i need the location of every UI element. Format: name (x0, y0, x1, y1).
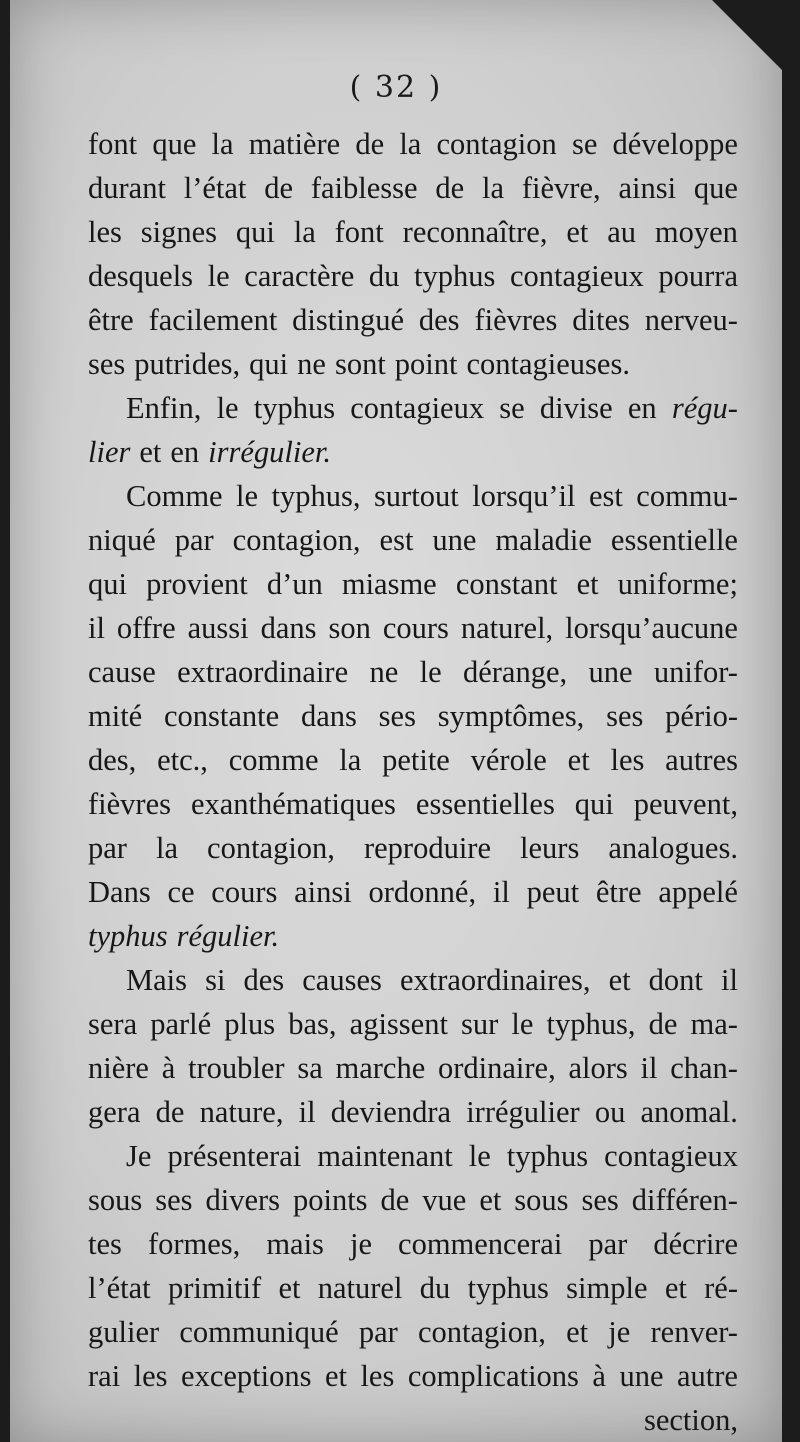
word: pourra (658, 259, 738, 293)
word: une (432, 523, 477, 557)
word: tes (88, 1227, 122, 1261)
word: petite (382, 743, 450, 777)
word: la (482, 171, 505, 205)
word: et (664, 1271, 687, 1305)
word: Dans (88, 875, 151, 909)
word: reproduire (363, 831, 491, 865)
word: niqué (88, 523, 156, 557)
word: irrégulier. (208, 435, 332, 469)
text-line (88, 782, 738, 826)
word: mais (266, 1227, 324, 1261)
word: vue (422, 1183, 467, 1217)
word: des (418, 303, 460, 337)
text-line (88, 1398, 738, 1442)
word: autres (665, 743, 738, 777)
word: font (334, 215, 384, 249)
word: de (155, 1095, 185, 1129)
word: extraordinaires, (399, 963, 591, 997)
word: du (419, 1271, 451, 1305)
word: du (368, 259, 400, 293)
word: contagion, (417, 1315, 546, 1349)
word: provient (146, 567, 248, 601)
word: contagieux (604, 1139, 738, 1173)
word: qui (574, 787, 614, 821)
word: la (211, 127, 234, 161)
word: typhus (253, 391, 336, 425)
word: essentielles (415, 787, 555, 821)
text-line (88, 166, 738, 210)
word: contagion, (207, 831, 335, 865)
text-line (88, 386, 738, 430)
word: dites (572, 303, 630, 337)
page-corner-fold (712, 0, 782, 70)
word: nerveu- (644, 303, 738, 337)
word: divise (539, 391, 613, 425)
word: lier (88, 435, 131, 469)
word: développe (612, 127, 738, 161)
word: sur (461, 1007, 499, 1041)
word: pério- (665, 699, 738, 733)
body-text (88, 122, 738, 1442)
word: formes, (147, 1227, 241, 1261)
word: est (588, 479, 623, 513)
word: maladie (495, 523, 592, 557)
word: dans (300, 699, 357, 733)
word: complications (407, 1359, 579, 1393)
word: une (588, 655, 633, 689)
word: gera (88, 1095, 141, 1129)
word: contagieuses. (466, 347, 630, 381)
word: je (349, 1227, 372, 1261)
word: décrire (653, 1227, 738, 1261)
word: en (170, 435, 200, 469)
word: dont (648, 963, 703, 997)
word: nière (88, 1051, 149, 1085)
text-line (88, 1354, 738, 1398)
word: une (619, 1359, 664, 1393)
word: font (88, 127, 138, 161)
word: constant (455, 567, 558, 601)
text-line (88, 254, 738, 298)
word: l’état (183, 171, 247, 205)
text-line (88, 958, 738, 1002)
text-line (88, 430, 738, 474)
word: caractère (244, 259, 355, 293)
word: si (205, 963, 226, 997)
word: ses (378, 699, 416, 733)
word: sera (88, 1007, 138, 1041)
word: ses (581, 1183, 619, 1217)
word: son (328, 611, 371, 645)
word: est (379, 523, 414, 557)
word: offre (116, 611, 176, 645)
book-page (10, 0, 782, 1442)
page-number: ( 32 ) (349, 70, 443, 105)
word: miasme (341, 567, 437, 601)
word: il (492, 875, 510, 909)
word: et (278, 1271, 301, 1305)
word: présenterai (167, 1139, 302, 1173)
word: desquels (88, 259, 194, 293)
word: simple (566, 1271, 648, 1305)
word: à (161, 1051, 176, 1085)
text-line (88, 1002, 738, 1046)
word: commu- (636, 479, 738, 513)
word: ordinaire, (438, 1051, 556, 1085)
word: primitif (167, 1271, 262, 1305)
word: le (216, 391, 239, 425)
word: que (693, 171, 738, 205)
word: appelé (658, 875, 738, 909)
word: ce (167, 875, 195, 909)
word: marche (335, 1051, 426, 1085)
word: cours (382, 611, 449, 645)
text-line (88, 606, 738, 650)
word: facilement (148, 303, 278, 337)
word: le (236, 479, 259, 513)
word: reconnaître, (402, 215, 548, 249)
word: de (380, 1183, 410, 1217)
word: se (499, 391, 525, 425)
text-line (88, 1222, 738, 1266)
word: lorsqu’aucune (565, 611, 738, 645)
word: chan- (670, 1051, 738, 1085)
word: anomal. (640, 1095, 738, 1129)
word: dans (260, 611, 317, 645)
word: la (399, 127, 422, 161)
text-line (88, 914, 738, 958)
word: etc., (157, 743, 208, 777)
text-line (88, 738, 738, 782)
word: irrégulier (466, 1095, 580, 1129)
word: à (592, 1359, 606, 1393)
word: des (243, 963, 285, 997)
word: contagieux (509, 259, 644, 293)
text-line (88, 826, 738, 870)
word: matière (248, 127, 341, 161)
word: fièvre, (521, 171, 601, 205)
word: et (139, 435, 162, 469)
word: les (360, 1359, 395, 1393)
word: la (293, 215, 316, 249)
word: divers (205, 1183, 281, 1217)
word: naturel, (460, 611, 554, 645)
word: et (566, 215, 589, 249)
word: régulier. (176, 919, 280, 953)
word: ré- (704, 1271, 738, 1305)
word: différen- (631, 1183, 738, 1217)
word: exceptions (181, 1359, 312, 1393)
word: et (576, 567, 599, 601)
word: putrides, (134, 347, 241, 381)
word: contagieux (350, 391, 485, 425)
text-line (88, 210, 738, 254)
word: que (152, 127, 197, 161)
text-line (88, 1310, 738, 1354)
word: rai (88, 1359, 121, 1393)
word: contagion, (232, 523, 361, 557)
text-line (88, 518, 738, 562)
text-line (88, 474, 738, 518)
word: le (419, 655, 442, 689)
word: distingué (292, 303, 405, 337)
word: typhus (467, 1271, 549, 1305)
text-line (88, 870, 738, 914)
word: par (588, 1227, 628, 1261)
word: durant (88, 171, 166, 205)
word: alors (568, 1051, 628, 1085)
word: parlé (150, 1007, 212, 1041)
word: et (324, 1359, 347, 1393)
word: analogues. (608, 831, 738, 865)
word: cause (88, 655, 156, 689)
word: typhus (506, 1139, 589, 1173)
word: de (435, 171, 465, 205)
word: fièvres (474, 303, 558, 337)
word: ma- (690, 1007, 738, 1041)
word: vérole (470, 743, 547, 777)
word: sous (88, 1183, 143, 1217)
word: être (88, 303, 134, 337)
text-line (88, 342, 738, 386)
word: typhus (88, 919, 168, 953)
word: typhus (414, 259, 496, 293)
word: essentielle (610, 523, 738, 557)
word: par (88, 831, 127, 865)
word: Mais (126, 963, 187, 997)
word: en (627, 391, 657, 425)
word: il (640, 1051, 658, 1085)
word: ordonné, (368, 875, 477, 909)
word: troubler (188, 1051, 285, 1085)
word: constante (164, 699, 280, 733)
word: faiblesse (310, 171, 418, 205)
word: se (571, 127, 598, 161)
word: exanthématiques (190, 787, 396, 821)
word: qui (249, 347, 289, 381)
word: bas, (288, 1007, 337, 1041)
word: par (358, 1315, 398, 1349)
word: autre (676, 1359, 738, 1393)
word: ses (606, 699, 644, 733)
text-line (88, 1046, 738, 1090)
word: le (511, 1007, 534, 1041)
word: dérange, (462, 655, 568, 689)
word: fièvres (88, 787, 171, 821)
word: ou (594, 1095, 626, 1129)
word: communiqué (179, 1315, 339, 1349)
word: et (567, 743, 590, 777)
word: l’état (88, 1271, 151, 1305)
word: typhus, (271, 479, 361, 513)
word: des, (88, 743, 137, 777)
word: les (133, 1359, 168, 1393)
text-line (88, 122, 738, 166)
word: lorsqu’il (472, 479, 576, 513)
word: de (264, 171, 294, 205)
word: extraordinaire (177, 655, 349, 689)
word: de (355, 127, 385, 161)
word: il (88, 611, 105, 645)
word: qui (88, 567, 127, 601)
word: gulier (88, 1315, 160, 1349)
word: uniforme; (617, 567, 738, 601)
text-line (88, 1266, 738, 1310)
word: agissent (349, 1007, 448, 1041)
word: ses (155, 1183, 193, 1217)
word: le (207, 259, 230, 293)
word: mité (88, 699, 143, 733)
text-line (88, 562, 738, 606)
word: ne (297, 347, 326, 381)
word: signes (140, 215, 218, 249)
text-line (88, 694, 738, 738)
word: qui (235, 215, 275, 249)
word: leurs (520, 831, 580, 865)
word: contagion (436, 127, 557, 161)
word: Enfin, (126, 391, 202, 425)
word: peut (526, 875, 580, 909)
word: sa (297, 1051, 323, 1085)
word: ne (369, 655, 399, 689)
word: je (608, 1315, 631, 1349)
word: nature, (199, 1095, 284, 1129)
word: renver- (650, 1315, 738, 1349)
word: régu- (671, 391, 738, 425)
word: et (608, 963, 631, 997)
word: ses (88, 347, 126, 381)
word: peuvent, (633, 787, 738, 821)
word: points (292, 1183, 368, 1217)
word: Je (126, 1139, 152, 1173)
word: typhus, (546, 1007, 636, 1041)
word: surtout (373, 479, 459, 513)
word: commencerai (398, 1227, 563, 1261)
word: Comme (126, 479, 223, 513)
word: cours (211, 875, 278, 909)
word: de (648, 1007, 678, 1041)
word: maintenant (317, 1139, 453, 1173)
text-line (88, 298, 738, 342)
text-line (88, 650, 738, 694)
word: point (394, 347, 458, 381)
text-line (88, 1090, 738, 1134)
word: causes (302, 963, 382, 997)
word: être (595, 875, 642, 909)
word: ainsi (618, 171, 677, 205)
word: naturel (317, 1271, 403, 1305)
word: d’un (266, 567, 323, 601)
word: moyen (654, 215, 738, 249)
word: sont (334, 347, 386, 381)
word: la (155, 831, 178, 865)
word: par (174, 523, 214, 557)
word: comme (228, 743, 319, 777)
word: il (720, 963, 738, 997)
word: ainsi (294, 875, 352, 909)
word: symptômes, (437, 699, 585, 733)
word: section, (643, 1403, 738, 1437)
text-line (88, 1178, 738, 1222)
word: unifor- (653, 655, 738, 689)
word: au (607, 215, 637, 249)
word: aussi (187, 611, 249, 645)
word: le (468, 1139, 491, 1173)
word: et (566, 1315, 589, 1349)
word: plus (224, 1007, 276, 1041)
word: deviendra (330, 1095, 452, 1129)
word: la (339, 743, 362, 777)
word: et (479, 1183, 502, 1217)
text-line (88, 1134, 738, 1178)
word: les (610, 743, 645, 777)
word: il (298, 1095, 316, 1129)
word: sous (514, 1183, 569, 1217)
word: les (88, 215, 122, 249)
